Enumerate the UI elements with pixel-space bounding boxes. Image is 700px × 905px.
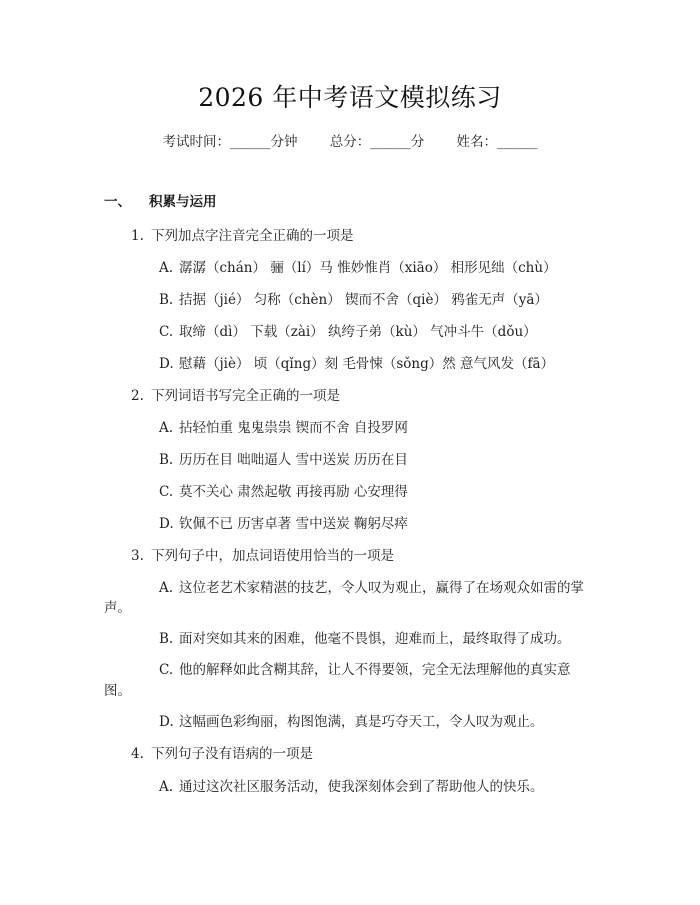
option-continuation: 声。 [104,600,131,616]
option-label: A. [159,260,174,276]
option-continuation: 图。 [104,683,131,699]
option-text: 通过这次社区服务活动，使我深刻体会到了帮助他人的快乐。 [179,779,544,795]
option-line [159,416,408,436]
question-stem [131,544,394,564]
question-text: 下列句子没有语病的一项是 [151,746,313,762]
option-line [159,256,557,276]
option-line [159,288,548,308]
question-number: 1. [131,228,144,244]
question-number: 4. [131,746,144,762]
question-number: 3. [131,548,144,564]
section-title: 积累与运用 [149,194,217,210]
option-label: B. [159,631,174,647]
option-label: B. [159,452,174,468]
option-text: 这位老艺术家精湛的技艺，令人叹为观止，赢得了在场观众如雷的掌 [179,580,584,596]
option-text: 这幅画色彩绚丽，构图饱满，真是巧夺天工，令人叹为观止。 [179,714,544,730]
option-label: C. [159,662,174,678]
option-label: B. [159,292,174,308]
option-line [159,775,544,795]
question-stem [131,742,313,762]
option-line [159,320,537,340]
exam-time-field: 考试时间：______分钟 [162,134,298,150]
question-text: 下列加点字注音完全正确的一项是 [151,228,354,244]
option-label: C. [159,484,174,500]
option-line [159,710,544,730]
total-score-field: 总分：______分 [329,134,425,150]
exam-title: 2026 年中考语文模拟练习 [198,83,502,112]
option-text: 他的解释如此含糊其辞，让人不得要领，完全无法理解他的真实意 [179,662,571,678]
option-text: 取缔（dì） 下载（zài） 纨绔子弟（kù） 气冲斗牛（dǒu） [179,324,537,340]
option-line [159,658,571,678]
option-text: 潺潺（chán） 骊（lí）马 惟妙惟肖（xiāo） 相形见绌（chù） [179,260,557,276]
section-number: 一、 [104,194,131,210]
question-number: 2. [131,388,144,404]
question-stem [131,384,340,404]
option-line [159,512,408,532]
option-text: 拈轻怕重 鬼鬼祟祟 锲而不舍 自投罗网 [179,420,408,436]
option-line [159,448,408,468]
student-name-field: 姓名：______ [456,134,538,150]
option-label: A. [159,580,174,596]
option-text: 钦佩不已 历害卓著 雪中送炭 鞠躬尽瘁 [179,516,408,532]
option-line [159,352,554,372]
option-text: 慰藉（jiè） 顷（qǐng）刻 毛骨悚（sǒng）然 意气风发（fā） [179,356,555,372]
option-label: D. [159,356,174,372]
section-heading [104,190,217,210]
exam-info-row [0,130,700,150]
question-text: 下列词语书写完全正确的一项是 [151,388,340,404]
option-label: C. [159,324,174,340]
option-line [159,627,571,647]
option-label: D. [159,714,174,730]
option-label: D. [159,516,174,532]
option-line [159,576,584,596]
option-text: 莫不关心 肃然起敬 再接再励 心安理得 [179,484,408,500]
question-stem [131,224,354,244]
option-text: 历历在目 咄咄逼人 雪中送炭 历历在目 [179,452,408,468]
option-text: 拮据（jié） 匀称（chèn） 锲而不舍（qiè） 鸦雀无声（yā） [179,292,548,308]
option-label: A. [159,420,174,436]
option-label: A. [159,779,174,795]
option-text: 面对突如其来的困难，他毫不畏惧，迎难而上，最终取得了成功。 [179,631,571,647]
question-text: 下列句子中，加点词语使用恰当的一项是 [151,548,394,564]
option-line [159,480,408,500]
